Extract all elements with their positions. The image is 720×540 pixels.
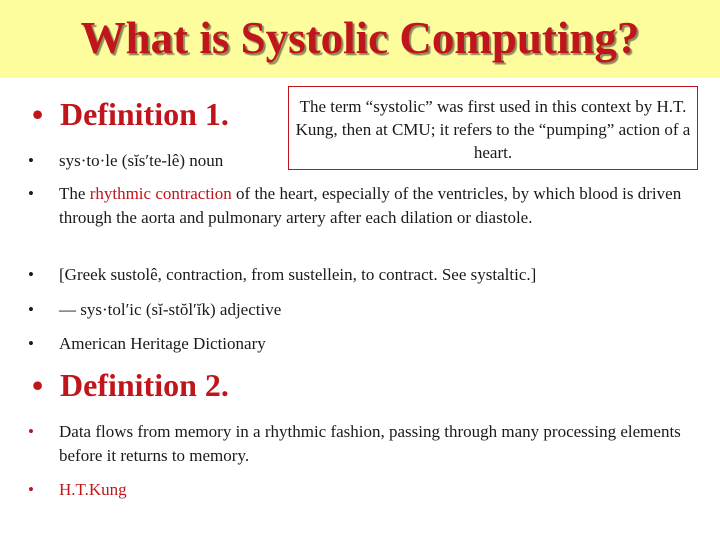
list-item bbox=[28, 298, 688, 322]
adjective-text: — sys·tol′ic (sĭ-stŏl′ĭk) adjective bbox=[59, 300, 282, 319]
pronunciation-text: sys·to·le (sĭs′te-lê) noun bbox=[59, 151, 224, 170]
list-item bbox=[28, 182, 688, 230]
bullet-icon: • bbox=[32, 367, 44, 403]
bullet-icon: • bbox=[28, 480, 34, 499]
bullet-icon: • bbox=[28, 184, 34, 203]
list-item bbox=[28, 332, 688, 356]
definition-2-heading bbox=[32, 367, 229, 404]
highlight-text: rhythmic contraction bbox=[89, 184, 232, 203]
etymology-text: [Greek sustolê, contraction, from sustellein, to contract. See systaltic.] bbox=[59, 265, 537, 284]
bullet-icon: • bbox=[32, 96, 44, 132]
definition-1-heading-text: Definition 1. bbox=[60, 96, 229, 132]
list-item bbox=[28, 420, 688, 468]
list-item bbox=[28, 478, 688, 502]
source-text: American Heritage Dictionary bbox=[59, 334, 266, 353]
list-item bbox=[28, 149, 688, 173]
data-flow-text: Data flows from memory in a rhythmic fashion, passing through many processing elements before it returns to memory. bbox=[59, 422, 681, 465]
definition-2-heading-text: Definition 2. bbox=[60, 367, 229, 403]
slide-title: What is Systolic Computing? bbox=[80, 13, 640, 63]
bullet-icon: • bbox=[28, 422, 34, 441]
meaning-text: The rhythmic contraction of the heart, especially of the ventricles, by which blood is driven through the aorta and pulmonary artery after each dilation or diastole. bbox=[59, 184, 682, 227]
bullet-icon: • bbox=[28, 265, 34, 284]
bullet-icon: • bbox=[28, 151, 34, 170]
bullet-icon: • bbox=[28, 300, 34, 319]
list-item bbox=[28, 263, 688, 287]
author-text: H.T.Kung bbox=[59, 480, 127, 499]
callout-text: The term “systolic” was first used in this context by H.T. Kung, then at CMU; it refers to the “pumping” action of a heart. bbox=[295, 97, 691, 162]
bullet-icon: • bbox=[28, 334, 34, 353]
title-bar bbox=[0, 0, 720, 78]
definition-1-heading bbox=[32, 96, 229, 133]
